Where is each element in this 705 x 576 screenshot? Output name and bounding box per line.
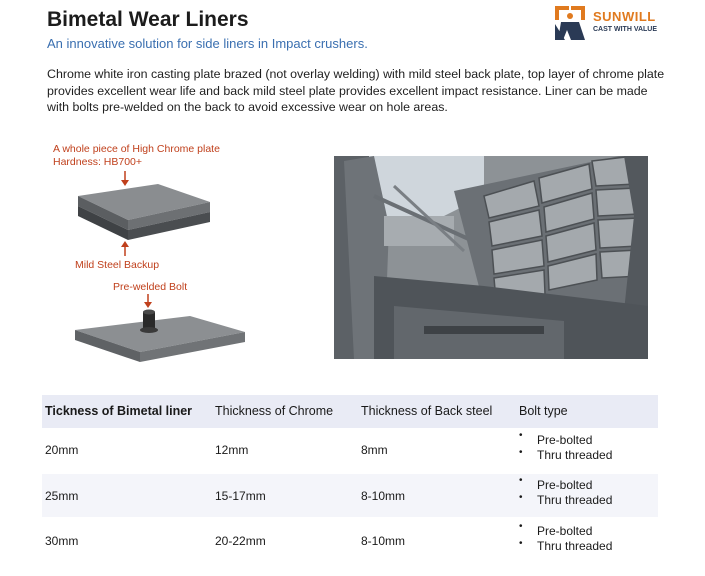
logo-name: SUNWILL: [593, 9, 656, 24]
sunwill-logo-icon: [555, 6, 585, 40]
header-bolt-type: Bolt type: [519, 404, 568, 419]
chrome-thickness-cell: 12mm: [215, 443, 249, 458]
liner-thickness-cell: 30mm: [45, 534, 79, 548]
back-steel-thickness-cell: 8mm: [361, 443, 388, 458]
back-steel-thickness-cell: 8-10mm: [361, 488, 406, 503]
mild-steel-backup-label: Mild Steel Backup: [75, 259, 160, 271]
page-subtitle: An innovative solution for side liners in Impact crushers.: [47, 36, 368, 51]
liner-thickness-cell: 25mm: [45, 488, 79, 503]
page-title: Bimetal Wear Liners: [47, 8, 249, 31]
bolt-type-item: • Thru threaded: [519, 493, 655, 508]
sunwill-logo: [555, 6, 675, 44]
bolt-type-item: • Pre-bolted: [519, 478, 655, 493]
back-steel-thickness-cell: 8-10mm: [361, 534, 406, 548]
bolt-type-cell: [516, 518, 658, 563]
bolt-type-item: • Thru threaded: [519, 539, 655, 554]
header-back-steel-thickness: Thickness of Back steel: [361, 404, 493, 419]
table-row: [42, 428, 658, 473]
crusher-interior-image: [334, 156, 648, 359]
chrome-thickness-cell: 20-22mm: [215, 534, 266, 548]
chrome-thickness-cell: 15-17mm: [215, 488, 266, 503]
crusher-liners-photo: [334, 156, 648, 359]
bolt-type-cell: [516, 428, 658, 473]
liner-thickness-cell: 20mm: [45, 443, 79, 458]
chrome-plate-label: A whole piece of High Chrome plate: [53, 143, 220, 155]
pre-welded-bolt-label: Pre-welded Bolt: [113, 281, 188, 293]
header-liner-thickness: Tickness of Bimetal liner: [45, 404, 193, 419]
specs-table: [42, 395, 658, 563]
bolt-type-item: • Pre-bolted: [519, 524, 655, 539]
bolt-type-item: • Thru threaded: [519, 448, 655, 463]
description-paragraph: Chrome white iron casting plate brazed (not overlay welding) with mild steel back plate, top layer of chrome plate provides excellent wear life and back mild steel plate provides excellent impact resistance. Liner can be made with bolts pre-welded on the back to avoid excessive wear on hole areas.: [47, 67, 665, 114]
liner-diagram: [40, 140, 270, 385]
bolt-type-cell: [516, 473, 658, 518]
bolt-type-item: • Pre-bolted: [519, 433, 655, 448]
hardness-label: Hardness: HB700+: [53, 156, 143, 168]
header-chrome-thickness: Thickness of Chrome: [215, 404, 334, 419]
table-row: [42, 473, 658, 518]
table-header-row: [42, 395, 658, 428]
logo-tagline: CAST WITH VALUE: [593, 26, 658, 33]
table-row: [42, 518, 658, 563]
